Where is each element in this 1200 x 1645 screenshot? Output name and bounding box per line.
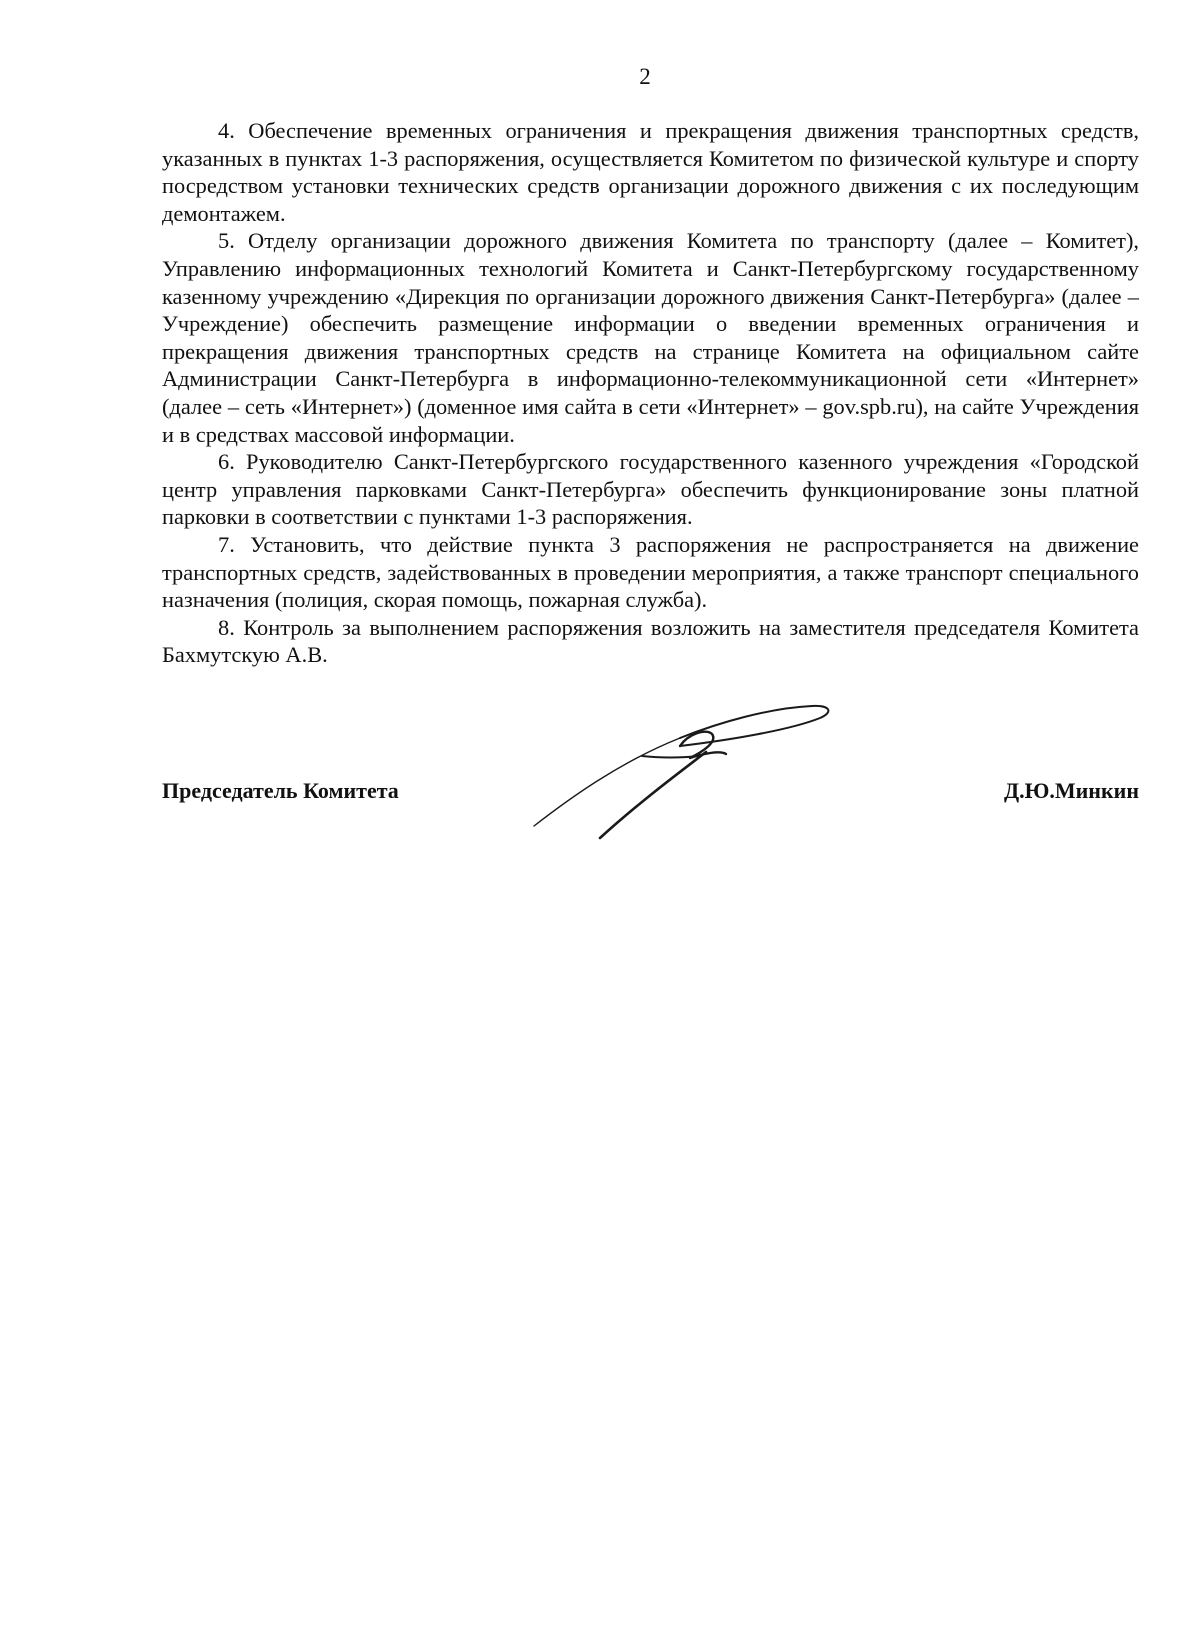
document-body — [162, 117, 1139, 669]
paragraph-6: 6. Руководителю Санкт-Петербургского государственного казенного учреждения «Городской центр управления парковками Санкт-Петербурга» обеспечить функционирование зоны платной парковки в соответствии с пунктами 1-3 распоряжения. — [162, 449, 1139, 530]
handwritten-signature — [530, 700, 850, 840]
paragraph-8: 8. Контроль за выполнением распоряжения возложить на заместителя председателя Комитета Бахмутскую А.В. — [162, 614, 1139, 668]
page-number: 2 — [639, 64, 651, 89]
paragraph-4: 4. Обеспечение временных ограничения и прекращения движения транспортных средств, указанных в пунктах 1-3 распоряжения, осуществляется Комитетом по физической культуре и спорту посредством установки технических средств организации дорожного движения с их последующим демонтажем. — [162, 118, 1139, 226]
signatory-name: Д.Ю.Минкин — [1003, 778, 1139, 803]
paragraph-7: 7. Установить, что действие пункта 3 распоряжения не распространяется на движение транспортных средств, задействованных в проведении мероприятия, а также транспорт специального назначения (полиция, скорая помощь, пожарная служба). — [162, 531, 1139, 613]
paragraph-5: 5. Отделу организации дорожного движения Комитета по транспорту (далее – Комитет), Управлению информационных технологий Комитета и Санкт-Петербургскому государственному казенному учреждению «Дирекция по организации дорожного движения Санкт-Петербурга» (далее – Учреждение) обеспечить размещение информации о введении временных ограничения и прекращения движения транспортных средств на странице Комитета на официальном сайте Администрации Санкт-Петербурга в информационно-телекоммуникационной сети «Интернет» (далее – сеть «Интернет») (доменное имя сайта в сети «Интернет» – gov.spb.ru), на сайте Учреждения и в средствах массовой информации. — [162, 228, 1139, 447]
signatory-title: Председатель Комитета — [162, 778, 399, 803]
